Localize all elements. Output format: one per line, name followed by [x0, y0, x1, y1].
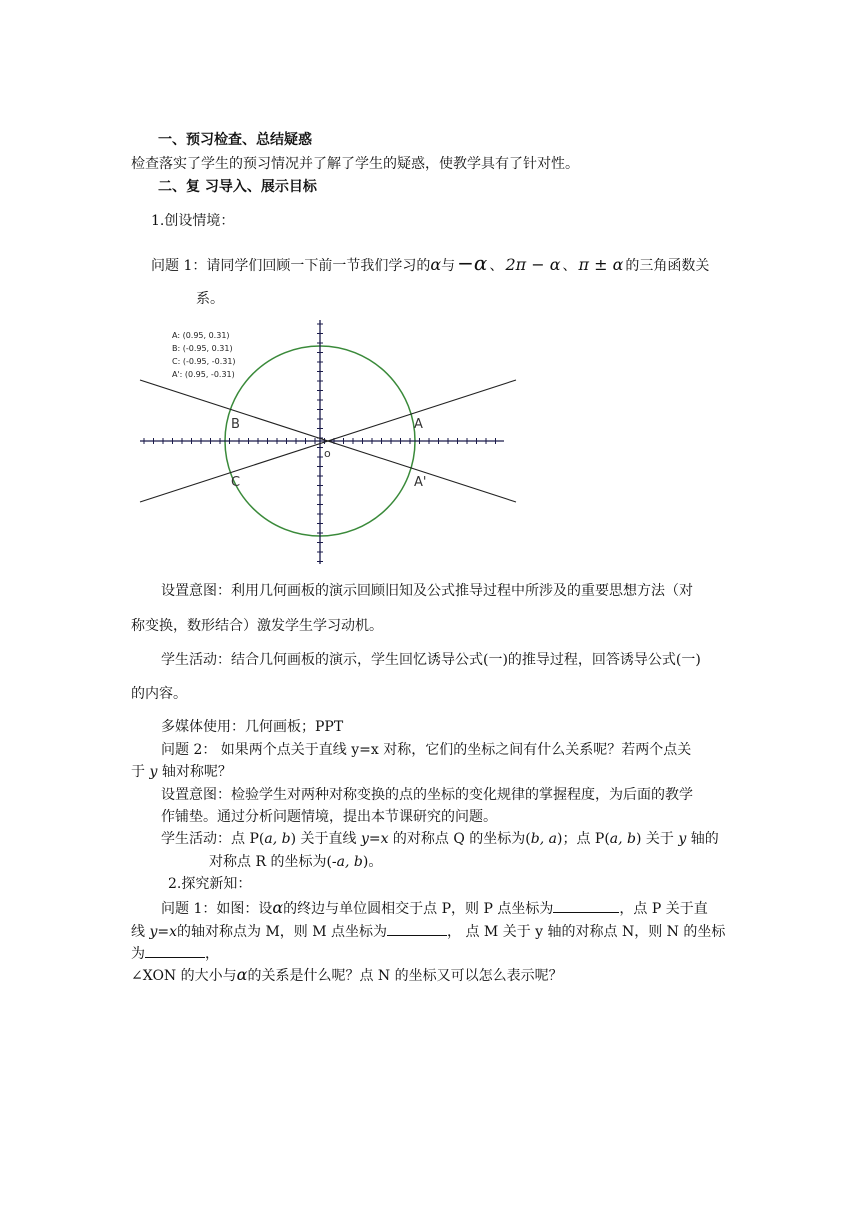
q1-suffix: 的三角函数关 — [625, 258, 710, 274]
question-1-continuation: 系。 — [196, 291, 224, 307]
q3-l1b: 的终边与单位圆相交于点 P，则 P 点坐标为 — [283, 901, 554, 917]
q3-l2b: 的轴对称点为 M，则 M 点坐标为 — [177, 924, 388, 940]
legend-c: C: (-0.95, -0.31) — [172, 357, 236, 366]
activity-1-line2: 的内容。 — [131, 686, 187, 702]
q3-l2c: ， 点 M 关于 y 轴的对称点 N，则 N 的坐标 — [447, 924, 726, 940]
a2-y: y — [678, 831, 687, 847]
unit-circle-figure — [130, 318, 520, 570]
q3-l2a: 线 — [131, 924, 150, 940]
a2-l2b: )。 — [362, 854, 383, 870]
question-3-line2 — [131, 921, 725, 941]
q3-l4alpha: α — [236, 965, 248, 984]
question-2-line2 — [131, 763, 232, 781]
a2-ab2: a, b — [609, 831, 637, 847]
q2-y: y — [149, 764, 158, 780]
activity-2-line1 — [161, 830, 719, 848]
activity-1-line1: 学生活动：结合几何画板的演示，学生回忆诱导公式(一)的推导过程，回答诱导公式(一) — [161, 652, 701, 668]
legend-a: A: (0.95, 0.31) — [172, 331, 230, 340]
q3-l3: 为 — [131, 946, 145, 962]
a2-a: 学生活动：点 P( — [161, 831, 265, 847]
a2-ba: b, a — [530, 831, 557, 847]
section1-body: 检查落实了学生的预习情况并了解了学生的疑惑，使教学具有了针对性。 — [131, 156, 579, 172]
blank-p-coordinates[interactable] — [553, 898, 619, 913]
activity-2-line2 — [209, 853, 382, 871]
q3-alpha: α — [272, 898, 284, 917]
q3-l1c: ，点 P 关于直 — [619, 901, 708, 917]
a2-l2ab: a, b — [336, 854, 363, 870]
sub-heading-1: 1.创设情境： — [151, 213, 235, 229]
question-3-line1 — [161, 898, 708, 918]
a2-e: ) 关于 — [636, 831, 679, 847]
label-a: A — [414, 417, 423, 432]
pi-pm-alpha: π ± α — [578, 255, 624, 274]
design-intent-1-line1: 设置意图：利用几何画板的演示回顾旧知及公式推导过程中所涉及的重要思想方法（对 — [161, 583, 693, 599]
blank-n-coordinates[interactable] — [145, 943, 205, 958]
a2-d: )；点 P( — [557, 831, 610, 847]
section1-heading: 一、预习检查、总结疑惑 — [158, 132, 312, 148]
design-intent-2-line1: 设置意图：检验学生对两种对称变换的点的坐标的变化规律的掌握程度，为后面的教学 — [161, 787, 693, 803]
q1-prefix: 问题 1：请同学们回顾一下前一节我们学习的 — [151, 258, 431, 274]
media-usage: 多媒体使用：几何画板；PPT — [161, 719, 344, 735]
q3-l1a: 问题 1：如图：设 — [161, 901, 273, 917]
a2-c: 的对称点 Q 的坐标为( — [388, 831, 531, 847]
section2-heading: 二、复 习导入、展示目标 — [158, 179, 317, 195]
question-3-line3 — [131, 943, 219, 963]
sub-heading-2: 2.探究新知： — [168, 876, 252, 892]
q1-yu: 与 — [441, 258, 456, 274]
a2-yx: y=x — [360, 831, 389, 847]
legend-b: B: (-0.95, 0.31) — [172, 344, 233, 353]
label-b: B — [231, 417, 240, 432]
label-a-prime: A' — [414, 475, 427, 490]
question-1-line — [151, 251, 710, 275]
a2-ab: a, b — [264, 831, 291, 847]
q3-l4a: ∠XON 的大小与 — [131, 968, 237, 984]
design-intent-2-line2: 作铺垫。通过分析问题情境，提出本节课研究的问题。 — [161, 809, 497, 825]
neg-alpha-symbol: −α — [457, 251, 488, 275]
q2-l2a: 于 — [131, 764, 150, 780]
q3-l3c: ， — [205, 946, 219, 962]
two-pi-minus-alpha: 2π − α — [505, 255, 561, 274]
question-2-line1: 问题 2： 如果两个点关于直线 y=x 对称，它们的坐标之间有什么关系呢？若两个点关 — [161, 742, 692, 758]
q1-sep2: 、 — [562, 258, 577, 274]
legend-a-prime: A': (0.95, -0.31) — [172, 370, 235, 379]
a2-f: 轴的 — [686, 831, 719, 847]
label-c: C — [231, 475, 241, 490]
a2-l2a: 对称点 R 的坐标为(- — [209, 854, 337, 870]
q2-l2b: 轴对称呢？ — [157, 764, 232, 780]
question-3-line4 — [131, 966, 563, 985]
label-origin: o — [324, 447, 331, 460]
q3-l2yx: y=x — [149, 924, 177, 940]
q3-l4b: 的关系是什么呢？点 N 的坐标又可以怎么表示呢？ — [247, 968, 563, 984]
alpha-symbol: α — [430, 255, 442, 274]
blank-m-coordinates[interactable] — [387, 921, 447, 936]
q1-sep1: 、 — [489, 258, 504, 274]
design-intent-1-line2: 称变换，数形结合）激发学生学习动机。 — [131, 618, 383, 634]
a2-b: ) 关于直线 — [290, 831, 361, 847]
